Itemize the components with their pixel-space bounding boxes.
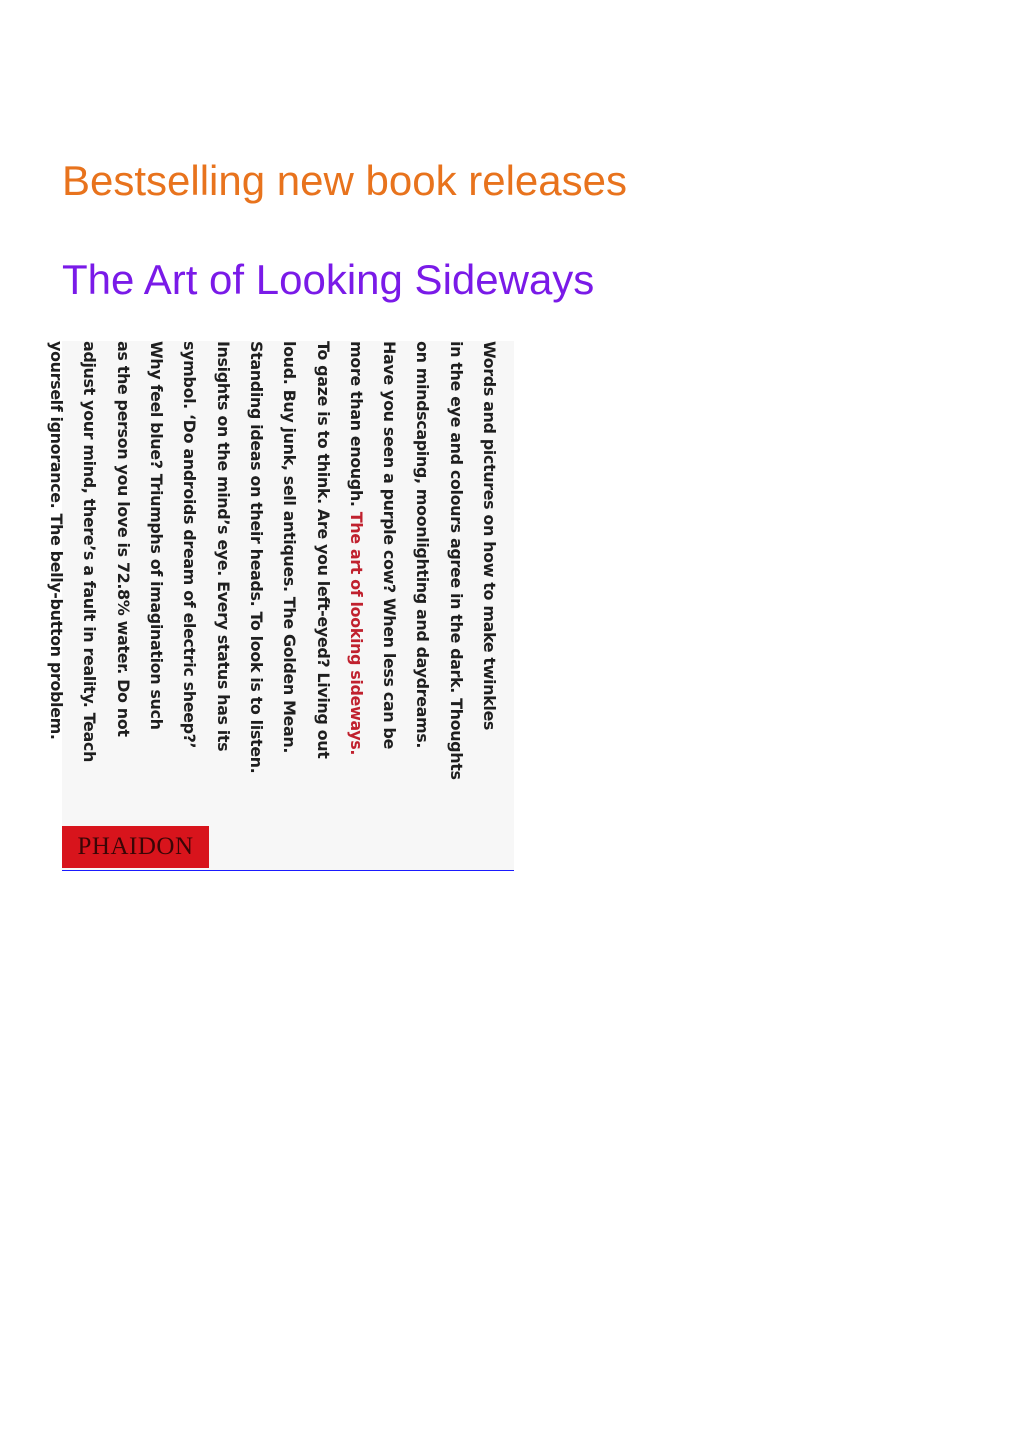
cover-text-line: loud. Buy junk, sell antiques. The Golden Mean. bbox=[280, 341, 300, 754]
book-cover-image bbox=[47, 341, 514, 870]
cover-text-line: Have you seen a purple cow? When less can be bbox=[380, 341, 400, 749]
cover-text-segment: more than enough. bbox=[346, 341, 366, 512]
cover-text-line: on mindscaping, moonlighting and daydreams. bbox=[413, 341, 433, 749]
cover-text-line: Standing ideas on their heads. To look is to listen. bbox=[246, 341, 266, 774]
cover-text-line bbox=[340, 341, 373, 756]
cover-text-line: symbol. ‘Do androids dream of electric sheep?’ bbox=[180, 341, 200, 749]
cover-text-block bbox=[47, 341, 506, 780]
cover-text-line: yourself ignorance. The belly-button problem. bbox=[47, 341, 67, 740]
cover-text-line: Why feel blue? Triumphs of imagination such bbox=[147, 341, 167, 730]
cover-text-line: as the person you love is 72.8% water. Do not bbox=[113, 341, 133, 737]
book-title-link[interactable]: The Art of Looking Sideways bbox=[62, 256, 595, 303]
section-heading: Bestselling new book releases bbox=[62, 157, 627, 204]
cover-highlight-text: The art of looking sideways. bbox=[346, 511, 366, 756]
cover-text-line: To gaze is to think. Are you left-eyed? Living out bbox=[313, 341, 333, 759]
book-cover-link[interactable] bbox=[47, 341, 514, 871]
cover-text-line: adjust your mind, there’s a fault in reality. Teach bbox=[80, 341, 100, 762]
cover-text-line: Insights on the mind’s eye. Every status has its bbox=[213, 341, 233, 752]
cover-text-line: in the eye and colours agree in the dark. Thoughts bbox=[446, 341, 466, 780]
publisher-logo: PHAIDON bbox=[62, 826, 209, 868]
cover-text-line: Words and pictures on how to make twinkles bbox=[480, 341, 499, 731]
